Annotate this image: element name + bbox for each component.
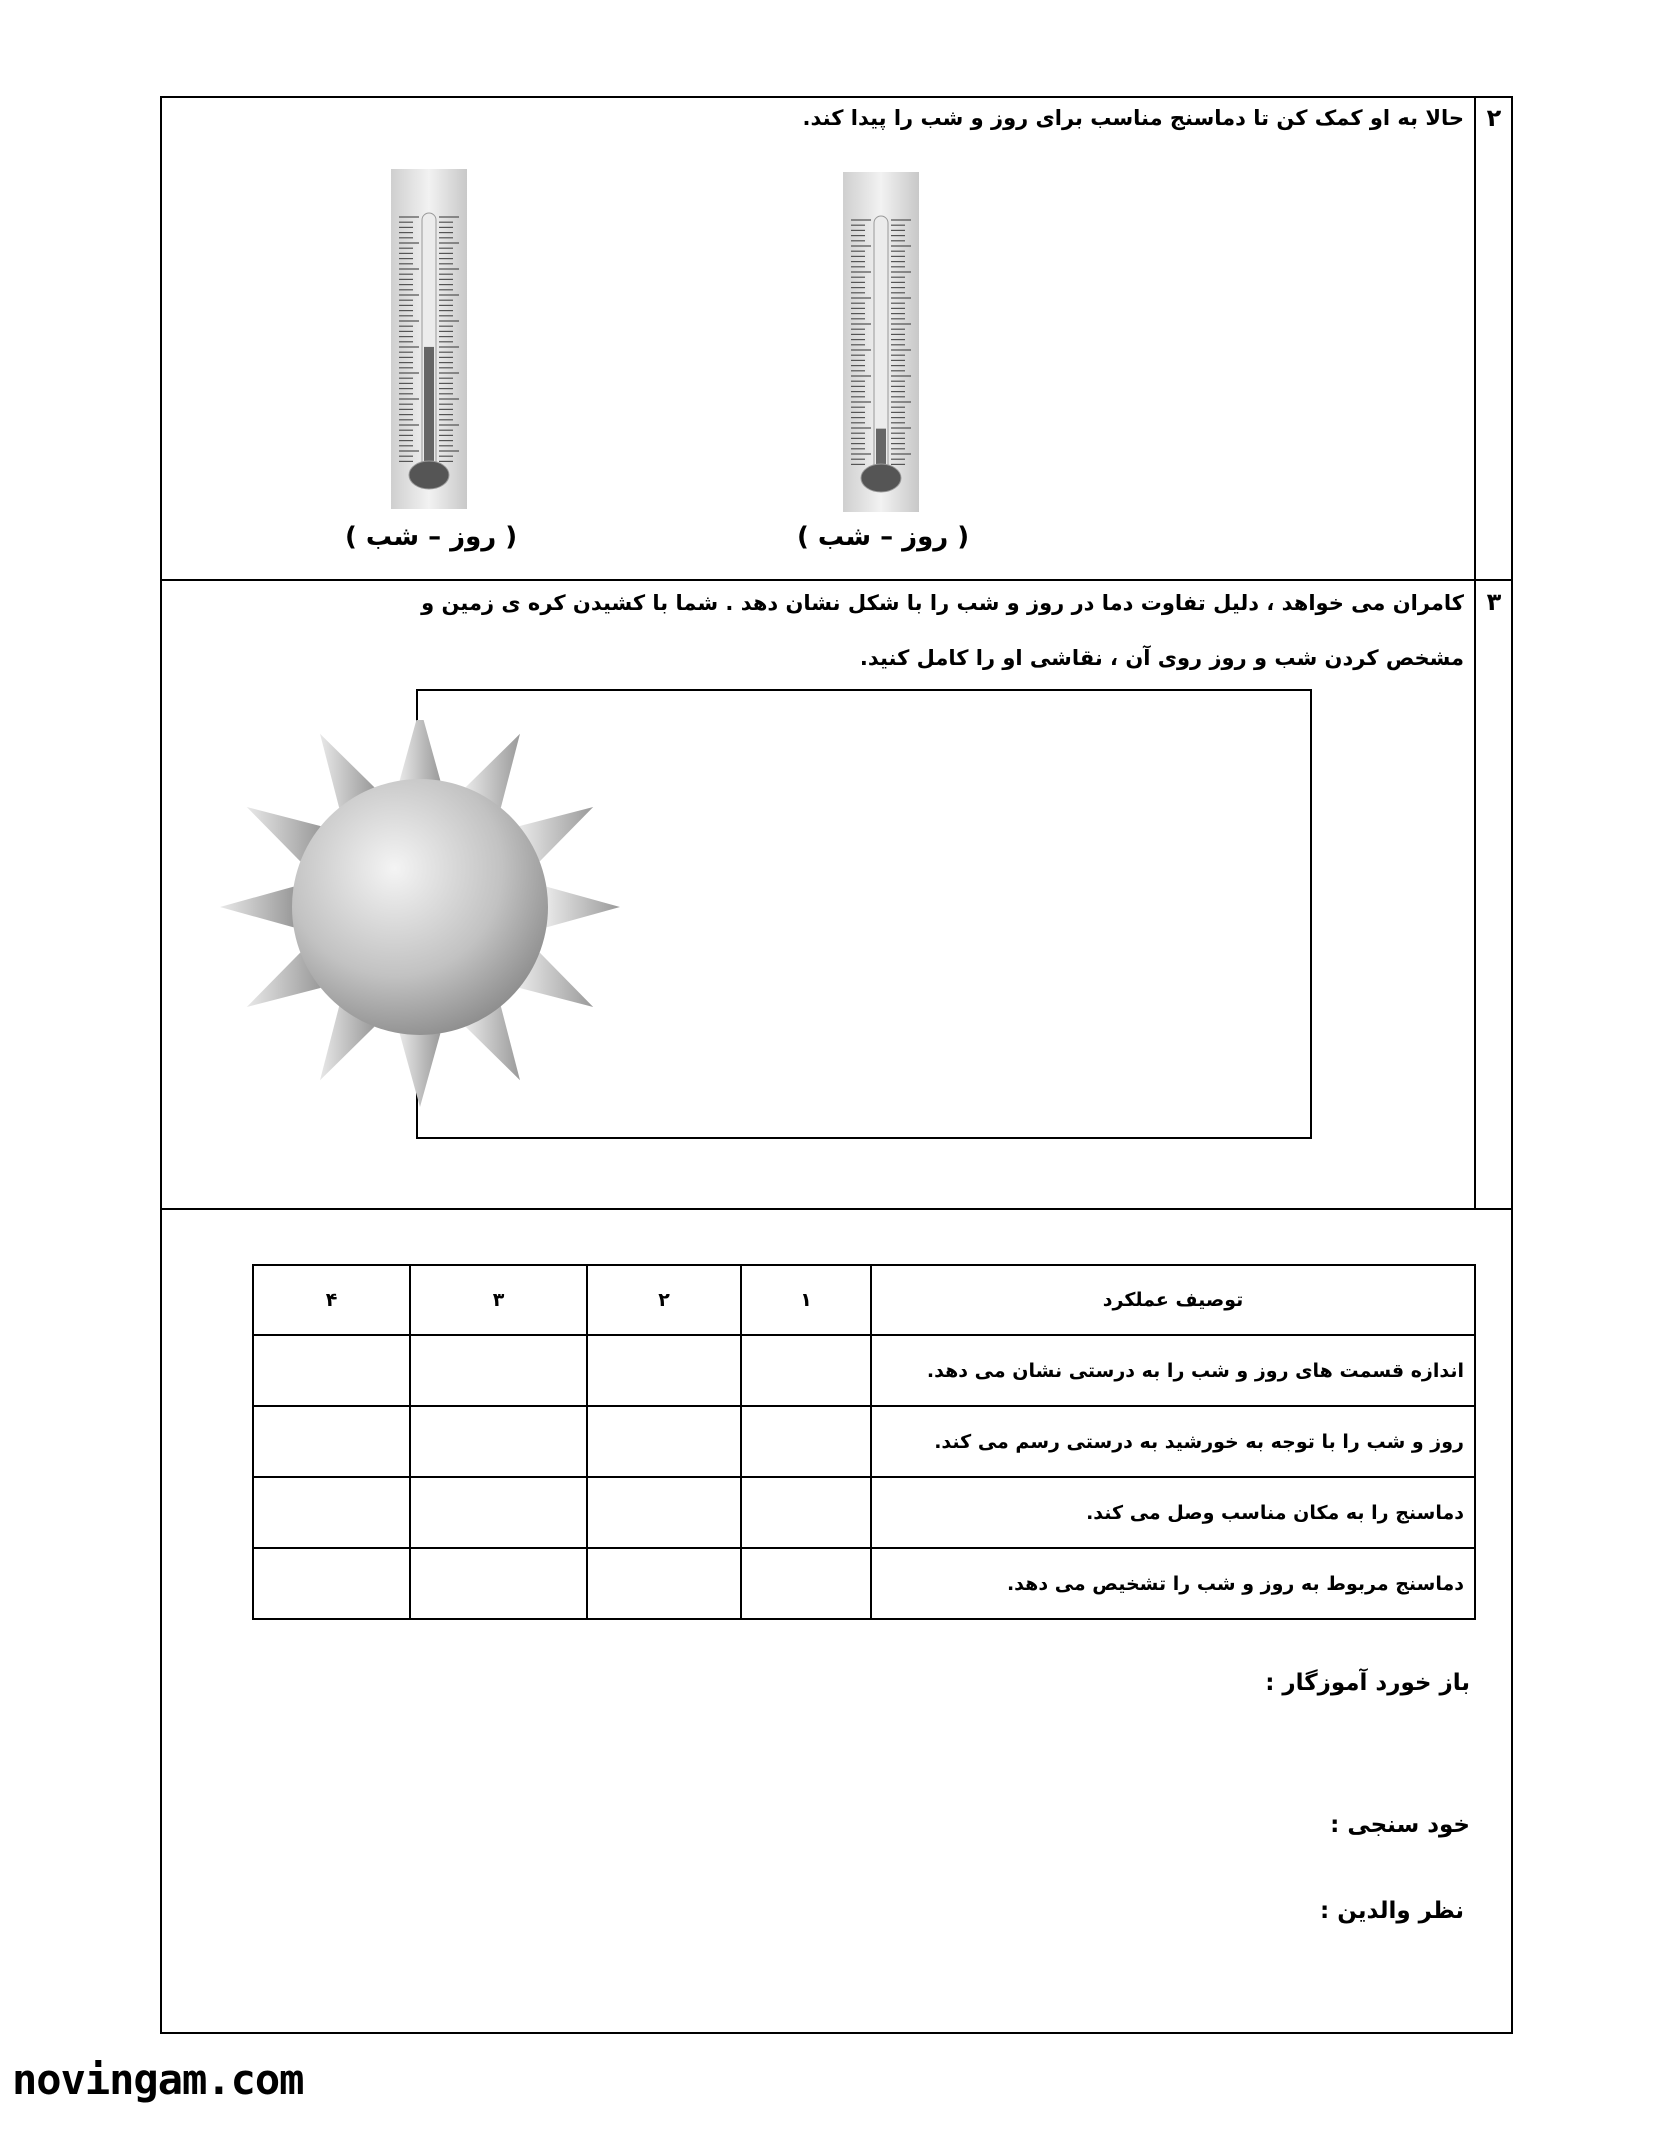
rubric-criterion: دماسنج را به مکان مناسب وصل می کند. <box>871 1477 1475 1548</box>
rubric-cell-3[interactable] <box>410 1335 587 1406</box>
question-3-line1: کامران می خواهد ، دلیل تفاوت دما در روز و شب را با شکل نشان دهد . شما با کشیدن کره ی زمین و <box>421 591 1464 615</box>
sun-ray <box>220 887 294 928</box>
rubric-header-score-3: ۳ <box>410 1265 587 1335</box>
divider-q2-q3 <box>160 579 1513 581</box>
rubric-cell-1[interactable] <box>741 1477 871 1548</box>
rubric-cell-2[interactable] <box>587 1335 741 1406</box>
site-brand: novingam.com <box>12 2055 304 2104</box>
thermometer-right <box>843 172 919 512</box>
rubric-cell-3[interactable] <box>410 1406 587 1477</box>
rubric-cell-1[interactable] <box>741 1548 871 1619</box>
question-2-number: ۲ <box>1486 104 1502 132</box>
self-assessment-label: خود سنجی : <box>1330 1812 1470 1838</box>
rubric-cell-2[interactable] <box>587 1477 741 1548</box>
parents-comment-label: نظر والدین : <box>1320 1898 1464 1924</box>
rubric-header-score-4: ۴ <box>253 1265 410 1335</box>
rubric-criterion: اندازه قسمت های روز و شب را به درستی نشان می دهد. <box>871 1335 1475 1406</box>
rubric-row <box>253 1477 1475 1548</box>
thermometer-left <box>391 169 467 509</box>
sun-icon <box>220 720 630 1130</box>
rubric-header-row <box>253 1265 1475 1335</box>
rubric-row <box>253 1335 1475 1406</box>
thermometer-left-label: ( روز – شب ) <box>345 522 518 552</box>
rubric-row <box>253 1406 1475 1477</box>
rubric-header-description: توصیف عملکرد <box>871 1265 1475 1335</box>
rubric-cell-3[interactable] <box>410 1477 587 1548</box>
thermometer-right-label: ( روز – شب ) <box>797 522 970 552</box>
question-2-text: حالا به او کمک کن تا دماسنج مناسب برای روز و شب را پیدا کند. <box>802 106 1464 130</box>
rubric-table <box>252 1264 1476 1620</box>
question-3-number: ۳ <box>1486 588 1502 616</box>
rubric-cell-2[interactable] <box>587 1548 741 1619</box>
rubric-criterion: روز و شب را با توجه به خورشید به درستی رسم می کند. <box>871 1406 1475 1477</box>
rubric-row <box>253 1548 1475 1619</box>
rubric-header-score-2: ۲ <box>587 1265 741 1335</box>
rubric-cell-1[interactable] <box>741 1335 871 1406</box>
teacher-feedback-label: باز خورد آموزگار : <box>1265 1670 1470 1696</box>
rubric-cell-4[interactable] <box>253 1477 410 1548</box>
rubric-cell-1[interactable] <box>741 1406 871 1477</box>
rubric-criterion: دماسنج مربوط به روز و شب را تشخیص می دهد. <box>871 1548 1475 1619</box>
rubric-cell-4[interactable] <box>253 1335 410 1406</box>
sun-ray <box>400 720 441 781</box>
rubric-cell-4[interactable] <box>253 1548 410 1619</box>
sun-ray <box>546 887 620 928</box>
rubric-cell-4[interactable] <box>253 1406 410 1477</box>
rubric-header-score-1: ۱ <box>741 1265 871 1335</box>
sun-ray <box>400 1033 441 1107</box>
rubric-cell-3[interactable] <box>410 1548 587 1619</box>
number-column-divider <box>1474 96 1476 1209</box>
question-3-line2: مشخص کردن شب و روز روی آن ، نقاشی او را کامل کنید. <box>859 646 1464 670</box>
divider-q3-rubric <box>160 1208 1513 1210</box>
rubric-cell-2[interactable] <box>587 1406 741 1477</box>
